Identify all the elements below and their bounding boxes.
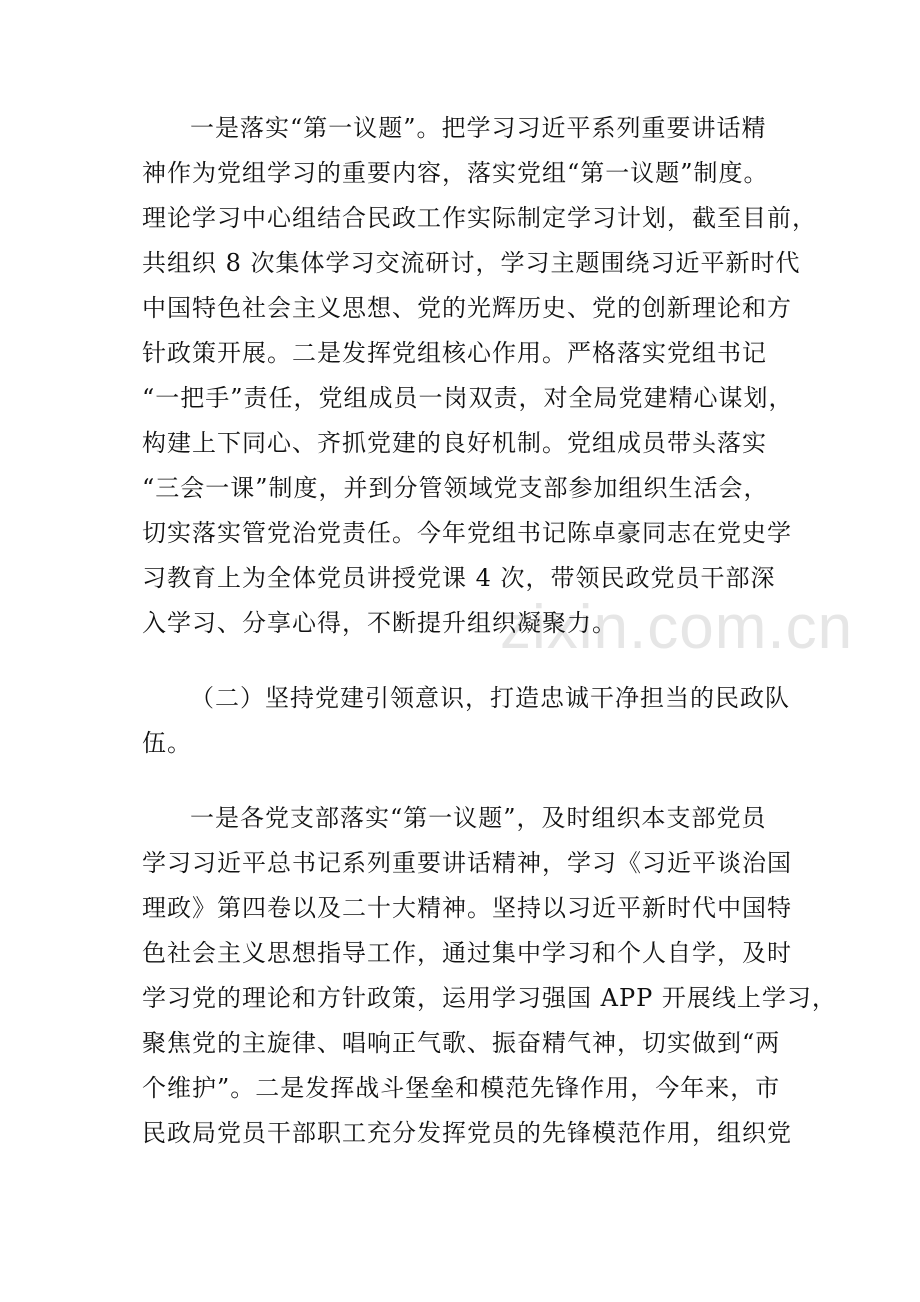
paragraph-1-line-5: 中国特色社会主义思想、党的光辉历史、党的创新理论和方 bbox=[142, 294, 792, 322]
paragraph-2-line-7: 个维护”。二是发挥战斗堡垒和模范先锋作用，今年来，市 bbox=[142, 1074, 781, 1102]
section-heading-line-2: 伍。 bbox=[142, 729, 192, 757]
paragraph-1-line-3: 理论学习中心组结合民政工作实际制定学习计划，截至目前， bbox=[142, 204, 817, 232]
paragraph-1-line-8: 构建上下同心、齐抓党建的良好机制。党组成员带头落实 bbox=[142, 429, 767, 457]
paragraph-1-line-7: “一把手”责任，党组成员一岗双责，对全局党建精心谋划， bbox=[142, 384, 794, 412]
paragraph-2-line-6: 聚焦党的主旋律、唱响正气歌、振奋精气神，切实做到“两 bbox=[142, 1029, 781, 1057]
paragraph-1-line-4: 共组织 8 次集体学习交流研讨，学习主题围绕习近平新时代 bbox=[142, 249, 801, 277]
paragraph-2-line-5: 学习党的理论和方针政策，运用学习强国 APP 开展线上学习， bbox=[142, 984, 837, 1012]
paragraph-1-line-10: 切实落实管党治党责任。今年党组书记陈卓豪同志在党史学 bbox=[142, 519, 792, 547]
paragraph-2-line-4: 色社会主义思想指导工作，通过集中学习和个人自学，及时 bbox=[142, 939, 792, 967]
paragraph-1-line-2: 神作为党组学习的重要内容，落实党组“第一议题”制度。 bbox=[142, 159, 769, 187]
watermark: zixin.com.cn bbox=[500, 593, 854, 662]
paragraph-1-line-11: 习教育上为全体党员讲授党课 4 次，带领民政党员干部深 bbox=[142, 564, 776, 592]
paragraph-2-line-8: 民政局党员干部职工充分发挥党员的先锋模范作用，组织党 bbox=[142, 1119, 792, 1147]
paragraph-2-line-3: 理政》第四卷以及二十大精神。坚持以习近平新时代中国特 bbox=[142, 894, 792, 922]
paragraph-1-line-9: “三会一课”制度，并到分管领域党支部参加组织生活会， bbox=[142, 474, 769, 502]
paragraph-1-line-12: 入学习、分享心得，不断提升组织凝聚力。 bbox=[142, 609, 617, 637]
paragraph-2-line-1: 一是各党支部落实“第一议题”，及时组织本支部党员 bbox=[190, 804, 767, 832]
paragraph-2-line-2: 学习习近平总书记系列重要讲话精神，学习《习近平谈治国 bbox=[142, 849, 792, 877]
paragraph-1-line-6: 针政策开展。二是发挥党组核心作用。严格落实党组书记 bbox=[142, 339, 767, 367]
paragraph-1-line-1: 一是落实“第一议题”。把学习习近平系列重要讲话精 bbox=[190, 114, 767, 142]
section-heading-line-1: （二）坚持党建引领意识，打造忠诚干净担当的民政队 bbox=[190, 684, 790, 712]
